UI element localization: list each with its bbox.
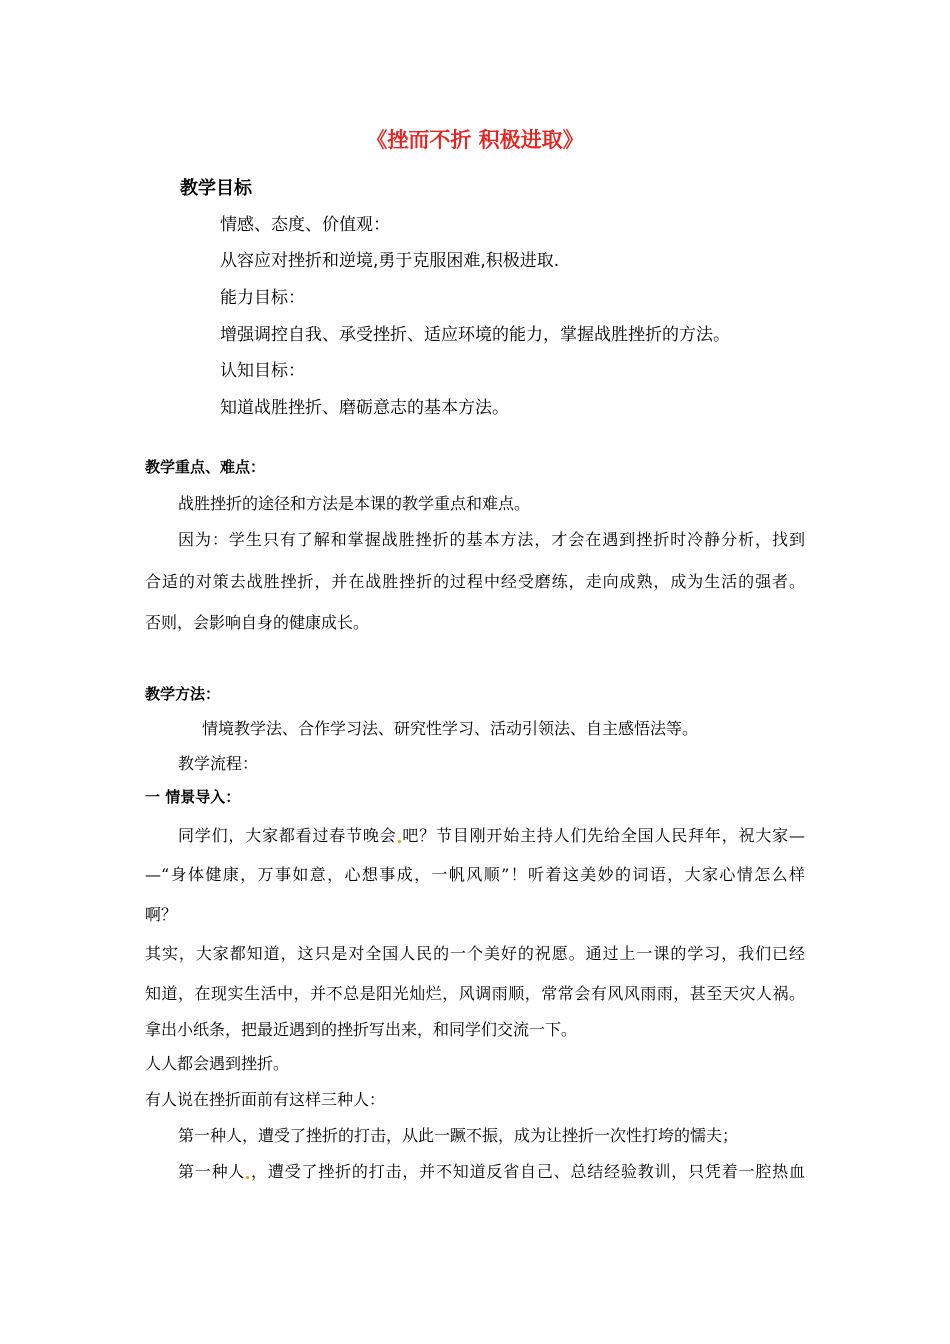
key-points-line: 因为：学生只有了解和掌握战胜挫折的基本方法，才会在遇到挫折时冷静分析，找到 — [178, 530, 805, 549]
mark-dot — [246, 1176, 249, 1179]
intro-line: 知道，在现实生活中，并不总是阳光灿烂，风调雨顺，常常会有风风雨雨，甚至天灾人祸。 — [145, 984, 805, 1003]
intro-text: 第一种人 — [178, 1162, 246, 1181]
objectives-heading: 教学目标 — [180, 178, 252, 199]
intro-line: 其实，大家都知道，这只是对全国人民的一个美好的祝愿。通过上一课的学习，我们已经 — [145, 944, 805, 963]
intro-line: —“身体健康，万事如意，心想事成，一帆风顺”！听着这美妙的词语，大家心情怎么样 — [145, 865, 805, 884]
teaching-flow-label: 教学流程： — [178, 754, 259, 773]
intro-line: 拿出小纸条，把最近遇到的挫折写出来，和同学们交流一下。 — [145, 1020, 578, 1039]
objective-item: 能力目标： — [220, 288, 305, 308]
key-points-line: 合适的对策去战胜挫折，并在战胜挫折的过程中经受磨练，走向成熟，成为生活的强者。 — [145, 572, 805, 591]
intro-line — [178, 823, 805, 846]
intro-line: 啊？ — [145, 905, 178, 924]
mark-dot — [398, 840, 401, 843]
intro-line: 有人说在挫折面前有这样三种人： — [145, 1090, 386, 1109]
methods-paragraph: 情境教学法、合作学习法、研究性学习、活动引领法、自主感悟法等。 — [202, 719, 699, 738]
intro-line: 第一种人，遭受了挫折的打击，从此一蹶不振，成为让挫折一次性打垮的懦夫； — [178, 1126, 739, 1145]
objective-item: 情感、态度、价值观： — [220, 215, 390, 235]
intro-text: 吧？节目刚开始主持人们先给全国人民拜年，祝大家— — [401, 826, 805, 845]
intro-line: 人人都会遇到挫折。 — [145, 1054, 290, 1073]
key-points-paragraph: 战胜挫折的途径和方法是本课的教学重点和难点。 — [178, 494, 531, 513]
methods-heading: 教学方法： — [145, 685, 221, 703]
key-points-heading: 教学重点、难点： — [145, 458, 266, 476]
objective-item: 知道战胜挫折、磨砺意志的基本方法。 — [220, 398, 509, 418]
intro-line — [178, 1159, 805, 1182]
document-title: 《挫而不折 积极进取》 — [366, 128, 584, 152]
objective-item: 从容应对挫折和逆境,勇于克服困难,积极进取. — [220, 251, 560, 271]
objective-item: 认知目标： — [220, 361, 305, 381]
objective-item: 增强调控自我、承受挫折、适应环境的能力，掌握战胜挫折的方法。 — [220, 325, 730, 345]
section-one-heading: 一 情景导入： — [145, 788, 241, 806]
intro-text: ，遭受了挫折的打击，并不知道反省自己、总结经验教训，只凭着一腔热血 — [250, 1162, 805, 1181]
intro-text: 同学们，大家都看过春节晚会 — [178, 826, 397, 845]
key-points-line: 否则，会影响自身的健康成长。 — [145, 613, 370, 632]
